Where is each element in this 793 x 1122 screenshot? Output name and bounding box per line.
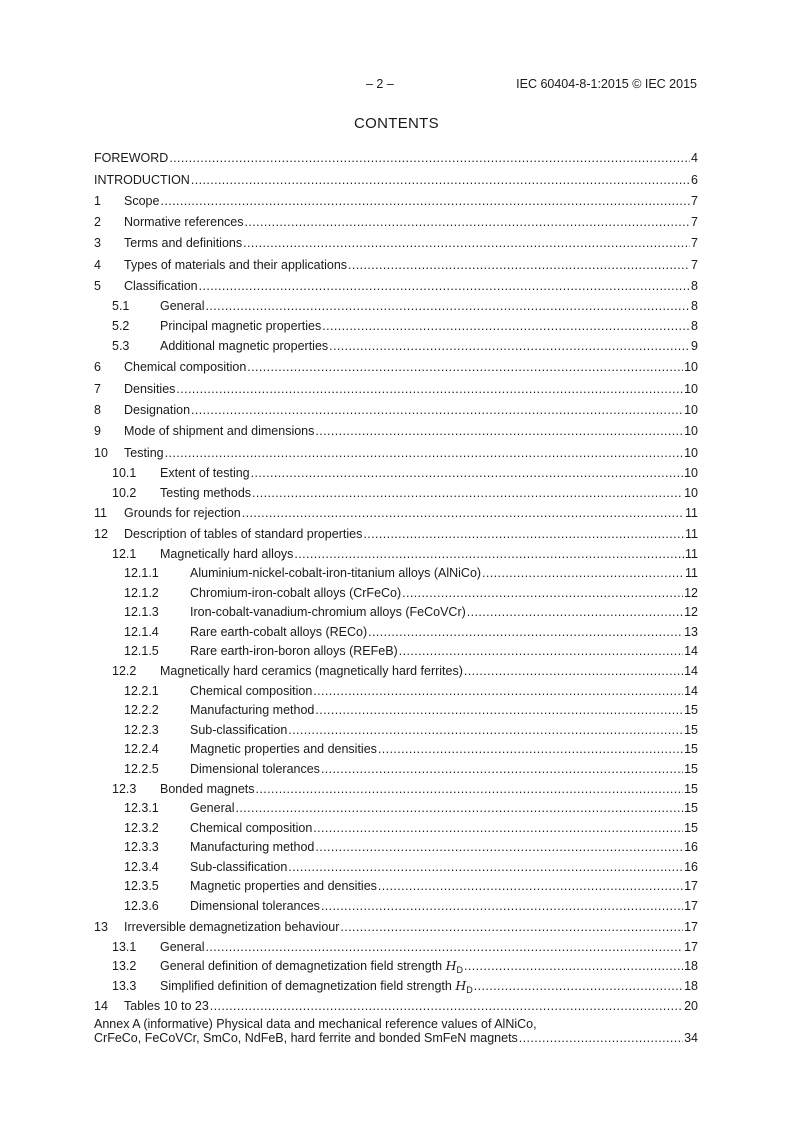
toc-entry[interactable] <box>94 500 698 520</box>
dot-leader <box>252 486 683 500</box>
toc-entry-page: 7 <box>691 257 698 272</box>
toc-entry-page: 14 <box>684 664 698 679</box>
toc-entry-page: 7 <box>691 236 698 251</box>
dot-leader <box>321 762 683 776</box>
toc-entry-page: 14 <box>684 683 698 698</box>
toc-entry-number: 5 <box>94 279 101 294</box>
toc-entry-title: General <box>160 299 205 314</box>
toc-entry-page: 9 <box>691 339 698 354</box>
toc-entry-title: Mode of shipment and dimensions <box>124 424 315 439</box>
toc-entry-number: 13.1 <box>112 939 137 954</box>
toc-entry[interactable] <box>94 737 698 757</box>
dot-leader <box>160 194 690 208</box>
toc-entry[interactable] <box>94 600 698 620</box>
dot-leader <box>191 403 683 417</box>
toc-entry-title: FOREWORD <box>94 151 169 166</box>
toc-entry-title: Tables 10 to 23 <box>124 998 209 1013</box>
toc-entry-page: 6 <box>691 172 698 187</box>
toc-entry[interactable] <box>94 438 698 459</box>
toc-entry-page: 15 <box>684 742 698 757</box>
toc-entry-title: Dimensional tolerances <box>190 898 320 913</box>
toc-entry-title: Dimensional tolerances <box>190 761 320 776</box>
toc-entry-title: Testing methods <box>160 485 252 500</box>
dot-leader <box>329 339 690 353</box>
dot-leader <box>363 527 684 541</box>
toc-entry-page: 17 <box>684 939 698 954</box>
toc-entry[interactable] <box>94 756 698 776</box>
dot-leader <box>205 940 683 954</box>
dot-leader <box>378 742 683 756</box>
toc-entry-number: 12.3.5 <box>124 879 159 894</box>
toc-entry-title: Chromium-iron-cobalt alloys (CrFeCo) <box>190 585 402 600</box>
dot-leader <box>519 1031 683 1045</box>
dot-leader <box>313 821 683 835</box>
toc-entry[interactable] <box>94 272 698 293</box>
toc-entry-page: 14 <box>684 644 698 659</box>
toc-entry[interactable] <box>94 520 698 541</box>
toc-entry[interactable] <box>94 796 698 816</box>
toc-entry-title: General definition of demagnetization field strength $H_D$ <box>160 958 464 976</box>
toc-entry[interactable] <box>94 144 698 165</box>
toc-entry-number: 13.3 <box>112 978 137 993</box>
dot-leader <box>368 625 683 639</box>
toc-entry-title: Simplified definition of demagnetization field strength $H_D$ <box>160 977 473 995</box>
toc-entry[interactable] <box>94 973 698 993</box>
toc-entry-number: 12.3.6 <box>124 898 159 913</box>
toc-entry-title: Densities <box>124 381 176 396</box>
toc-entry-title: Description of tables of standard properties <box>124 526 363 541</box>
toc-entry-number: 12.2.5 <box>124 761 159 776</box>
toc-entry-page: 15 <box>684 820 698 835</box>
toc-entry-number: 12.3.1 <box>124 801 159 816</box>
toc-entry-title: Magnetic properties and densities <box>190 879 377 894</box>
toc-entry-title: Scope <box>124 193 160 208</box>
toc-entry-number: 12.2.3 <box>124 722 159 737</box>
dot-leader <box>378 879 683 893</box>
dot-leader <box>315 424 683 438</box>
dot-leader <box>467 605 683 619</box>
toc-entry[interactable] <box>94 934 698 954</box>
toc-entry-number: 12.2.4 <box>124 742 159 757</box>
toc-entry[interactable] <box>94 580 698 600</box>
toc-entry-title: Normative references <box>124 215 244 230</box>
document-reference-header: IEC 60404-8-1:2015 © IEC 2015 <box>516 77 697 91</box>
toc-entry-page: 18 <box>684 959 698 974</box>
toc-entry[interactable] <box>94 698 698 718</box>
toc-entry-title: Manufacturing method <box>190 840 315 855</box>
toc-entry-title: Principal magnetic properties <box>160 319 322 334</box>
toc-entry-title: Classification <box>124 279 198 294</box>
toc-entry-page: 16 <box>684 840 698 855</box>
toc-entry-title: Rare earth-iron-boron alloys (REFeB) <box>190 644 398 659</box>
toc-entry-page: 15 <box>684 703 698 718</box>
annex-title-line2: CrFeCo, FeCoVCr, SmCo, NdFeB, hard ferrite and bonded SmFeN magnets <box>94 1030 518 1045</box>
toc-entry-page: 4 <box>691 151 698 166</box>
toc-entry-number: 6 <box>94 360 101 375</box>
dot-leader <box>313 684 683 698</box>
toc-entry[interactable] <box>94 639 698 659</box>
toc-entry-title: Sub-classification <box>190 722 288 737</box>
toc-entry-title: Designation <box>124 402 191 417</box>
toc-entry-page: 12 <box>684 585 698 600</box>
toc-entry[interactable] <box>94 480 698 500</box>
dot-leader <box>399 644 683 658</box>
toc-entry-page: 10 <box>684 465 698 480</box>
toc-entry-title: Terms and definitions <box>124 236 243 251</box>
toc-entry[interactable] <box>94 561 698 581</box>
toc-entry-number: 4 <box>94 257 101 272</box>
toc-entry[interactable] <box>94 165 698 186</box>
toc-entry-page: 17 <box>684 898 698 913</box>
toc-entry-page: 10 <box>684 424 698 439</box>
toc-entry-number: 5.2 <box>112 319 130 334</box>
toc-entry[interactable] <box>94 993 698 1013</box>
dot-leader <box>315 840 683 854</box>
toc-entry[interactable] <box>94 353 698 374</box>
dot-leader <box>247 360 683 374</box>
toc-entry-page: 10 <box>684 360 698 375</box>
toc-entry-title: Chemical composition <box>190 820 313 835</box>
toc-entry-number: 10 <box>94 445 108 460</box>
toc-entry[interactable] <box>94 874 698 894</box>
toc-entry-page: 18 <box>684 978 698 993</box>
toc-entry-number: 12.1 <box>112 546 137 561</box>
dot-leader <box>474 979 683 993</box>
dot-leader <box>402 586 683 600</box>
toc-entry-number: 12.1.5 <box>124 644 159 659</box>
toc-entry-title: Grounds for rejection <box>124 505 241 520</box>
toc-entry-title: Types of materials and their applications <box>124 257 348 272</box>
dot-leader <box>294 547 684 561</box>
toc-entry-page: 11 <box>685 546 698 561</box>
toc-entry-page: 7 <box>691 193 698 208</box>
dot-leader <box>340 920 683 934</box>
toc-entry-page: 10 <box>684 485 698 500</box>
dot-leader <box>288 723 683 737</box>
toc-entry-page: 11 <box>685 526 698 541</box>
dot-leader <box>482 566 684 580</box>
toc-entry-page: 10 <box>684 381 698 396</box>
toc-entry-number: 13.2 <box>112 959 137 974</box>
toc-entry-page: 15 <box>684 761 698 776</box>
toc-entry-page: 15 <box>684 781 698 796</box>
toc-entry-title: Chemical composition <box>124 360 247 375</box>
dot-leader <box>315 703 683 717</box>
toc-entry[interactable] <box>94 333 698 353</box>
toc-entry-number: 12.2.2 <box>124 703 159 718</box>
toc-entry-title: Chemical composition <box>190 683 313 698</box>
toc-entry-number: 10.2 <box>112 485 137 500</box>
dot-leader <box>199 279 690 293</box>
toc-entry-number: 7 <box>94 381 101 396</box>
toc-entry-number: 3 <box>94 236 101 251</box>
dot-leader <box>176 382 683 396</box>
toc-entry[interactable] <box>94 229 698 250</box>
toc-entry-page: 15 <box>684 722 698 737</box>
toc-entry-number: 13 <box>94 920 108 935</box>
toc-entry[interactable] <box>94 541 698 561</box>
toc-entry-number: 12.1.4 <box>124 624 159 639</box>
page-title: CONTENTS <box>354 115 439 132</box>
page-number-header: – 2 – <box>366 77 394 91</box>
dot-leader <box>288 860 683 874</box>
toc-entry[interactable] <box>94 954 698 974</box>
toc-entry-title: Rare earth-cobalt alloys (RECo) <box>190 624 368 639</box>
toc-entry-number: 12.3.2 <box>124 820 159 835</box>
toc-entry[interactable] <box>94 374 698 395</box>
toc-entry[interactable] <box>94 396 698 417</box>
toc-entry-page: 11 <box>685 566 698 581</box>
toc-entry-page: 11 <box>685 505 698 520</box>
toc-entry-page: 8 <box>691 319 698 334</box>
toc-entry-page: 8 <box>691 279 698 294</box>
toc-entry[interactable] <box>94 417 698 438</box>
toc-entry-page: 16 <box>684 859 698 874</box>
toc-entry[interactable] <box>94 835 698 855</box>
dot-leader <box>243 236 690 250</box>
toc-entry-number: 11 <box>94 505 107 520</box>
dot-leader <box>165 446 683 460</box>
toc-entry[interactable] <box>94 854 698 874</box>
dot-leader <box>464 959 683 973</box>
toc-entry-page: 12 <box>684 605 698 620</box>
toc-entry-title: Magnetically hard alloys <box>160 546 294 561</box>
toc-entry[interactable] <box>94 893 698 913</box>
dot-leader <box>464 664 683 678</box>
toc-entry[interactable] <box>94 913 698 934</box>
toc-entry[interactable] <box>94 208 698 229</box>
toc-entry-title: Extent of testing <box>160 465 250 480</box>
toc-entry-number: 2 <box>94 215 101 230</box>
toc-entry-annex[interactable] <box>94 1017 698 1045</box>
toc-entry-title: General <box>190 801 235 816</box>
dot-leader <box>205 299 690 313</box>
toc-entry[interactable] <box>94 815 698 835</box>
toc-entry[interactable] <box>94 250 698 271</box>
toc-entry[interactable] <box>94 187 698 208</box>
toc-entry-number: 9 <box>94 424 101 439</box>
toc-entry-number: 12.3.3 <box>124 840 159 855</box>
toc-entry-number: 12.1.2 <box>124 585 159 600</box>
toc-entry-number: 12.3 <box>112 781 137 796</box>
toc-entry-title: Iron-cobalt-vanadium-chromium alloys (FeCoVCr) <box>190 605 466 620</box>
toc-entry-number: 12.2 <box>112 664 137 679</box>
toc-entry-page: 7 <box>691 215 698 230</box>
dot-leader <box>210 999 683 1013</box>
toc-entry-title: Testing <box>124 445 164 460</box>
toc-entry[interactable] <box>94 717 698 737</box>
toc-entry-title: INTRODUCTION <box>94 172 190 187</box>
dot-leader <box>256 782 684 796</box>
toc-entry[interactable] <box>94 776 698 796</box>
toc-entry-number: 10.1 <box>112 465 137 480</box>
toc-entry[interactable] <box>94 619 698 639</box>
dot-leader <box>251 466 683 480</box>
toc-entry-title: Sub-classification <box>190 859 288 874</box>
toc-entry-page: 8 <box>691 299 698 314</box>
toc-entry[interactable] <box>94 293 698 313</box>
dot-leader <box>242 506 684 520</box>
toc-entry-page: 10 <box>684 445 698 460</box>
toc-entry-title: Magnetically hard ceramics (magnetically hard ferrites) <box>160 664 463 679</box>
toc-entry-title: Additional magnetic properties <box>160 339 329 354</box>
toc-entry-number: 12.2.1 <box>124 683 159 698</box>
toc-entry-page: 20 <box>684 998 698 1013</box>
toc-entry-number: 12 <box>94 526 108 541</box>
dot-leader <box>191 173 690 187</box>
toc-entry-title: Aluminium-nickel-cobalt-iron-titanium alloys (AlNiCo) <box>190 566 482 581</box>
toc-entry-page: 10 <box>684 402 698 417</box>
toc-entry-number: 14 <box>94 998 108 1013</box>
toc-entry-number: 12.1.3 <box>124 605 159 620</box>
toc-entry[interactable] <box>94 678 698 698</box>
toc-entry[interactable] <box>94 313 698 333</box>
toc-entry-page: 15 <box>684 801 698 816</box>
annex-title-line1: Annex A (informative) Physical data and mechanical reference values of AlNiCo, <box>94 1016 537 1031</box>
dot-leader <box>348 258 690 272</box>
toc-entry-title: Bonded magnets <box>160 781 255 796</box>
toc-entry-number: 12.3.4 <box>124 859 159 874</box>
toc-entry[interactable] <box>94 658 698 678</box>
toc-entry-title: Manufacturing method <box>190 703 315 718</box>
toc-entry-number: 5.1 <box>112 299 130 314</box>
toc-entry-title: General <box>160 939 205 954</box>
toc-entry-title: Magnetic properties and densities <box>190 742 377 757</box>
dot-leader <box>245 215 691 229</box>
toc-entry-page: 13 <box>684 624 698 639</box>
toc-entry-number: 1 <box>94 193 101 208</box>
table-of-contents <box>94 144 698 1045</box>
toc-entry[interactable] <box>94 460 698 480</box>
toc-entry-title: Irreversible demagnetization behaviour <box>124 920 340 935</box>
dot-leader <box>322 319 690 333</box>
dot-leader <box>321 899 683 913</box>
toc-entry-page: 34 <box>684 1030 698 1045</box>
toc-entry-number: 8 <box>94 402 101 417</box>
toc-entry-number: 5.3 <box>112 339 130 354</box>
toc-entry-number: 12.1.1 <box>124 566 159 581</box>
dot-leader <box>169 151 690 165</box>
toc-entry-page: 17 <box>684 879 698 894</box>
toc-entry-page: 17 <box>684 920 698 935</box>
dot-leader <box>235 801 683 815</box>
